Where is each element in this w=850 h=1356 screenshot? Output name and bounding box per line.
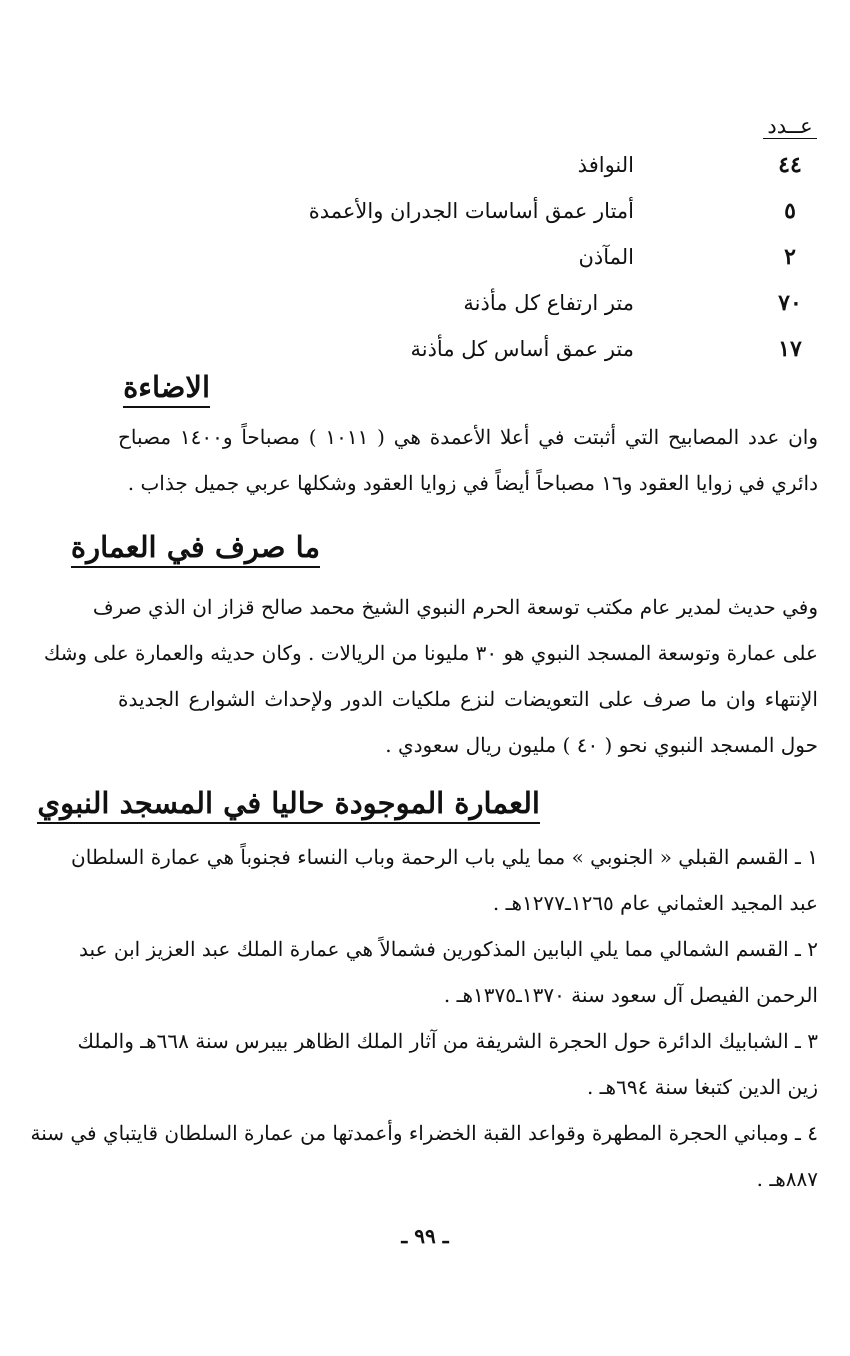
section-heading-current-building: العمارة الموجودة حاليا في المسجد النبوي [37,786,540,824]
count-table [260,142,820,372]
list-item-line: ٣ ـ الشبابيك الدائرة حول الحجرة الشريفة من آثار الملك الظاهر بيبرس سنة ٦٦٨هـ والملك [77,1029,818,1053]
page-number: ـ ٩٩ ـ [401,1224,449,1248]
count-row [260,326,820,372]
count-row [260,280,820,326]
count-value: ٥ [784,198,796,224]
paragraph-line: وان عدد المصابيح التي أثبتت في أعلا الأعمدة هي ( ١٠١١ ) مصباحاً و١٤٠٠ مصباح [118,425,819,449]
section-heading-spending: ما صرف في العمارة [71,530,320,568]
paragraph-line: الإنتهاء وان ما صرف على التعويضات لنزع ملكيات الدور ولإحداث الشوارع الجديدة [118,687,818,711]
count-label: متر ارتفاع كل مأذنة [463,291,634,315]
count-value: ١٧ [778,336,802,362]
lighting-paragraph [118,414,818,506]
list-item-line: زين الدين كتبغا سنة ٦٩٤هـ . [586,1075,818,1099]
list-item-line: عبد المجيد العثماني عام ١٢٦٥ـ١٢٧٧هـ . [492,891,818,915]
count-value: ٧٠ [778,290,802,316]
count-label: أمتار عمق أساسات الجدران والأعمدة [308,199,634,223]
section-heading-lighting: الاضاءة [123,370,210,408]
count-row [260,188,820,234]
list-item-line: ٢ ـ القسم الشمالي مما يلي البابين المذكورين فشمالاً هي عمارة الملك عبد العزيز ابن عبد [79,937,818,961]
list-item-line: ٤ ـ ومباني الحجرة المطهرة وقواعد القبة الخضراء وأعمدتها من عمارة السلطان قايتباي في سنة [30,1121,818,1145]
count-label: المآذن [578,245,634,269]
paragraph-line: على عمارة وتوسعة المسجد النبوي هو ٣٠ مليونا من الريالات . وكان حديثه والعمارة على وشك [43,641,818,665]
count-label: النوافذ [577,153,634,177]
spending-paragraph [43,584,818,768]
list-item-line: ١ ـ القسم القبلي « الجنوبي » مما يلي باب الرحمة وباب النساء فجنوباً هي عمارة السلطان [71,845,818,869]
paragraph-line: دائري في زوايا العقود و١٦ مصباحاً أيضاً في زوايا العقود وشكلها عربي جميل جذاب . [127,471,818,495]
count-value: ٤٤ [778,152,802,178]
list-item-line: ٨٨٧هـ . [756,1167,818,1191]
count-column-header: عــدد [760,114,820,139]
paragraph-line: وفي حديث لمدير عام مكتب توسعة الحرم النبوي الشيخ محمد صالح قزاز ان الذي صرف [92,595,818,619]
count-row [260,142,820,188]
count-label: متر عمق أساس كل مأذنة [410,337,634,361]
current-building-list [30,834,818,1202]
list-item-line: الرحمن الفيصل آل سعود سنة ١٣٧٠ـ١٣٧٥هـ . [443,983,818,1007]
count-value: ٢ [784,244,796,270]
paragraph-line: حول المسجد النبوي نحو ( ٤٠ ) مليون ريال سعودي . [385,733,818,757]
count-row [260,234,820,280]
